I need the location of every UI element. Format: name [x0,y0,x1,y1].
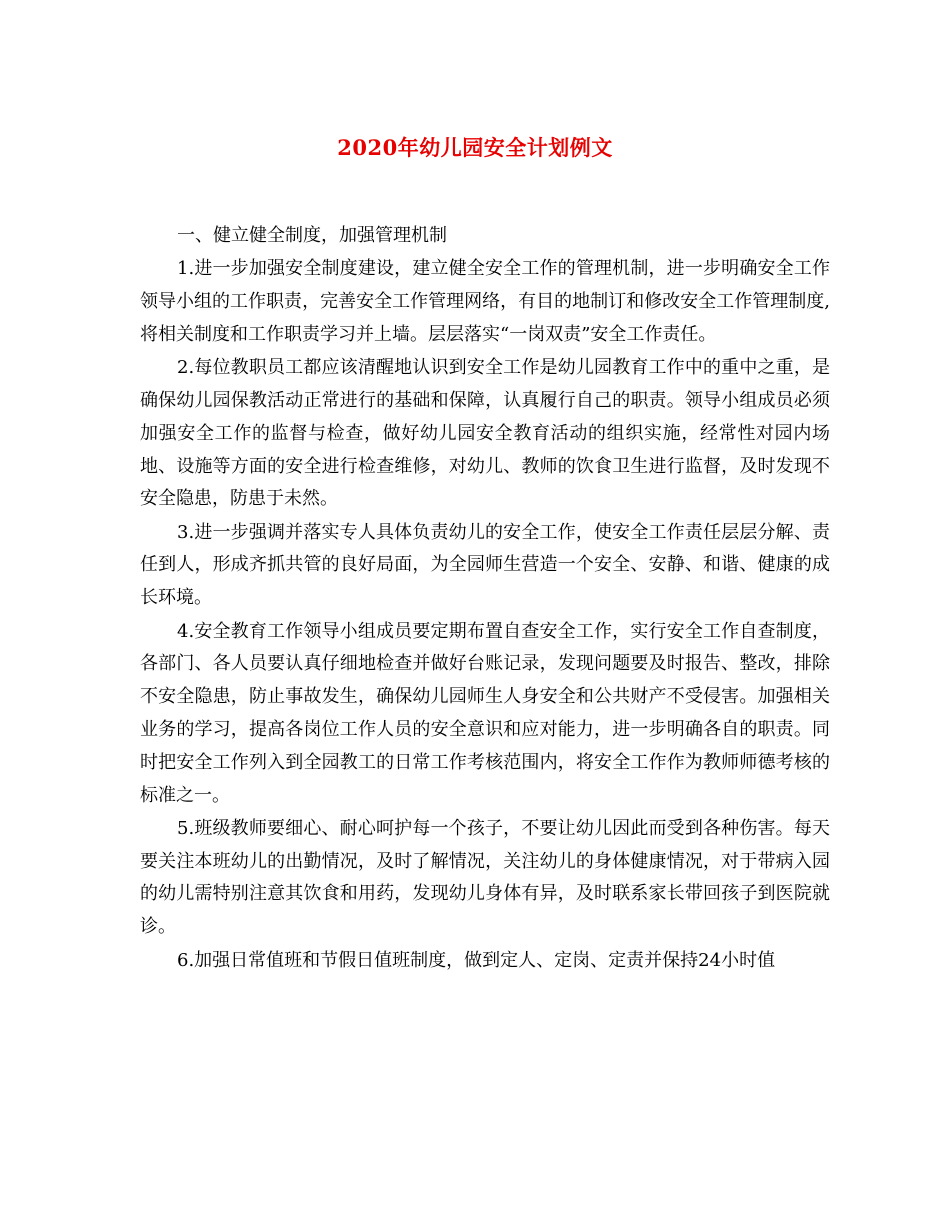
paragraph-5: 5.班级教师要细心、耐心呵护每一个孩子，不要让幼儿因此而受到各种伤害。每天要关注本班幼儿的出勤情况，及时了解情况，关注幼儿的身体健康情况，对于带病入园的幼儿需特别注意其饮食和用药，发现幼儿身体有异，及时联系家长带回孩子到医院就诊。 [140,817,830,938]
paragraph-1: 1.进一步加强安全制度建设，建立健全安全工作的管理机制，进一步明确安全工作领导小组的工作职责，完善安全工作管理网络，有目的地制订和修改安全工作管理制度,将相关制度和工作职责学习并上墙。层层落实“一岗双责”安全工作责任。 [140,258,830,345]
paragraph-6: 6.加强日常值班和节假日值班制度，做到定人、定岗、定责并保持24小时值 [177,949,776,971]
document-title: 2020年幼儿园安全计划例文 [337,135,613,160]
section-heading: 一、健立健全制度，加强管理机制 [177,225,447,246]
paragraph-3: 3.进一步强调并落实专人具体负责幼儿的安全工作，使安全工作责任层层分解、责任到人，形成齐抓共管的良好局面，为全园师生营造一个安全、安静、和谐、健康的成长环境。 [140,521,830,609]
paragraph-4: 4.安全教育工作领导小组成员要定期布置自查安全工作，实行安全工作自查制度，各部门、各人员要认真仔细地检查并做好台账记录，发现问题要及时报告、整改，排除不安全隐患，防止事故发生，确保幼儿园师生人身安全和公共财产不受侵害。加强相关业务的学习，提高各岗位工作人员的安全意识和应对能力，进一步明确各自的职责。同时把安全工作列入到全园教工的日常工作考核范围内，将安全工作作为教师师德考核的标准之一。 [140,620,830,806]
paragraph-2: 2.每位教职员工都应该清醒地认识到安全工作是幼儿园教育工作中的重中之重，是确保幼儿园保教活动正常进行的基础和保障，认真履行自己的职责。领导小组成员必须加强安全工作的监督与检查，做好幼儿园安全教育活动的组织实施，经常性对园内场地、设施等方面的安全进行检查维修，对幼儿、教师的饮食卫生进行监督，及时发现不安全隐患，防患于未然。 [140,357,830,510]
document-body [140,220,830,977]
